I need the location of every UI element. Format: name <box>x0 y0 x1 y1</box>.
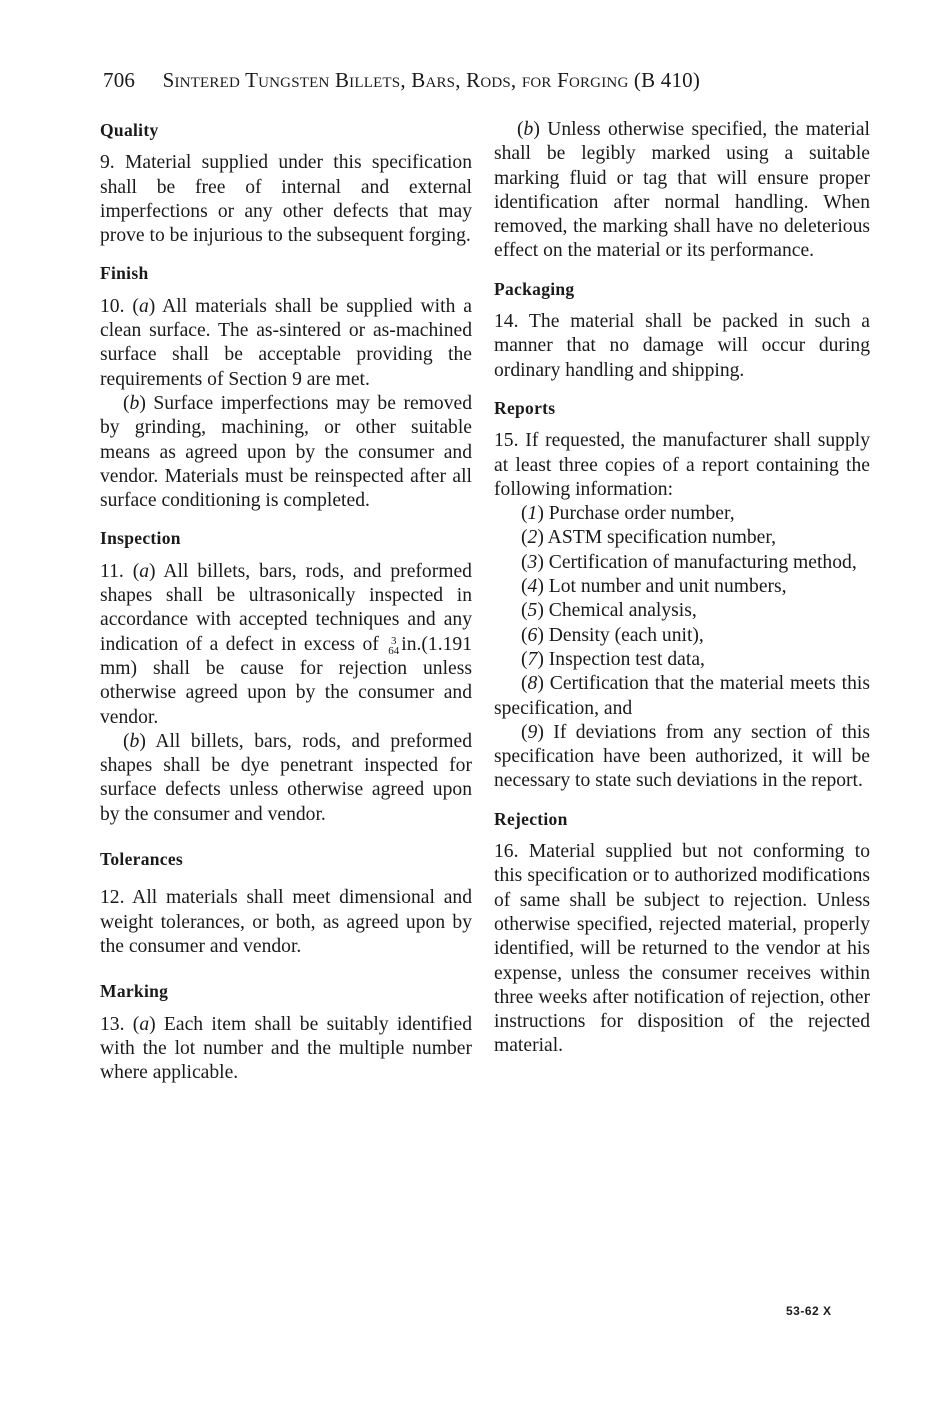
right-column <box>494 118 870 1059</box>
section-heading-inspection: Inspection <box>100 528 181 549</box>
footer-code: 53-62 X <box>786 1304 832 1318</box>
section-heading-marking: Marking <box>100 981 169 1002</box>
section-heading-packaging: Packaging <box>494 278 575 299</box>
section-heading-finish: Finish <box>100 263 149 284</box>
list-item: (7) Inspection test data, <box>521 648 705 670</box>
paragraph-13a: 13. (a) Each item shall be suitably identified with the lot number and the multiple number where applicable. <box>100 1013 472 1084</box>
section-heading-tolerances: Tolerances <box>100 849 184 870</box>
paragraph-10b: (b) Surface imperfections may be removed by grinding, machining, or other suitable means as agreed upon by the consumer and vendor. Materials must be reinspected after all surface conditioning is completed. <box>100 392 472 512</box>
list-item: (2) ASTM specification number, <box>521 527 776 549</box>
running-head <box>103 68 863 93</box>
paragraph-15: 15. If requested, the manufacturer shall supply at least three copies of a report containing the following information: <box>494 430 870 500</box>
list-item: (4) Lot number and unit numbers, <box>521 576 787 598</box>
section-heading-rejection: Rejection <box>494 808 568 829</box>
list-item: (5) Chemical analysis, <box>521 600 697 622</box>
section-heading-quality: Quality <box>100 120 159 140</box>
paragraph-16: 16. Material supplied but not conforming to this specification or to authorized modifications of same shall be subject to rejection. Unless otherwise specified, rejected material, properly identified, will be returned to the vendor at his expense, unless the consumer receives within three weeks after notification of rejection, other instructions for disposition of the rejected material. <box>494 841 870 1057</box>
paragraph-11a: 11. (a) All billets, bars, rods, and preformed shapes shall be ultrasonically inspected in accordance with accepted techniques and any indication of a defect in excess of 3 64 in.(1.191 mm) shall be cause for rejection unless otherwise agreed upon by the consumer and vendor. <box>100 560 472 728</box>
list-item: (9) If deviations from any section of this specification have been authorized, it will be necessary to state such deviations in the report. <box>494 721 870 792</box>
paragraph-10a: 10. (a) All materials shall be supplied with a clean surface. The as-sintered or as-machined surface shall be acceptable providing the requirements of Section 9 are met. <box>100 295 472 390</box>
list-item: (1) Purchase order number, <box>521 503 735 525</box>
paragraph-13b: (b) Unless otherwise specified, the material shall be legibly marked using a suitable marking fluid or tag that will ensure proper identification after normal handling. When removed, the marking shall have no deleterious effect on the material or its performance. <box>494 119 870 262</box>
page-title: Sintered Tungsten Billets, Bars, Rods, for Forging (B 410) <box>162 68 701 92</box>
paragraph-12: 12. All materials shall meet dimensional and weight tolerances, or both, as agreed upon by the consumer and vendor. <box>100 887 472 957</box>
section-heading-reports: Reports <box>494 397 556 418</box>
paragraph-9: 9. Material supplied under this specification shall be free of internal and external imperfections or any other defects that may prove to be injurious to the subsequent forging. <box>100 152 472 247</box>
list-item: (3) Certification of manufacturing method, <box>521 551 857 573</box>
paragraph-11b: (b) All billets, bars, rods, and preformed shapes shall be dye penetrant inspected for surface defects unless otherwise agreed upon by the consumer and vendor. <box>100 730 472 825</box>
fraction: 3 64 <box>388 634 400 657</box>
paragraph-14: 14. The material shall be packed in such a manner that no damage will occur during ordinary handling and shipping. <box>494 311 870 381</box>
list-item: (8) Certification that the material meets this specification, and <box>494 673 870 719</box>
list-item: (6) Density (each unit), <box>521 624 704 646</box>
report-items-list <box>494 502 870 794</box>
page-number: 706 <box>103 68 136 92</box>
left-column <box>100 118 472 1085</box>
